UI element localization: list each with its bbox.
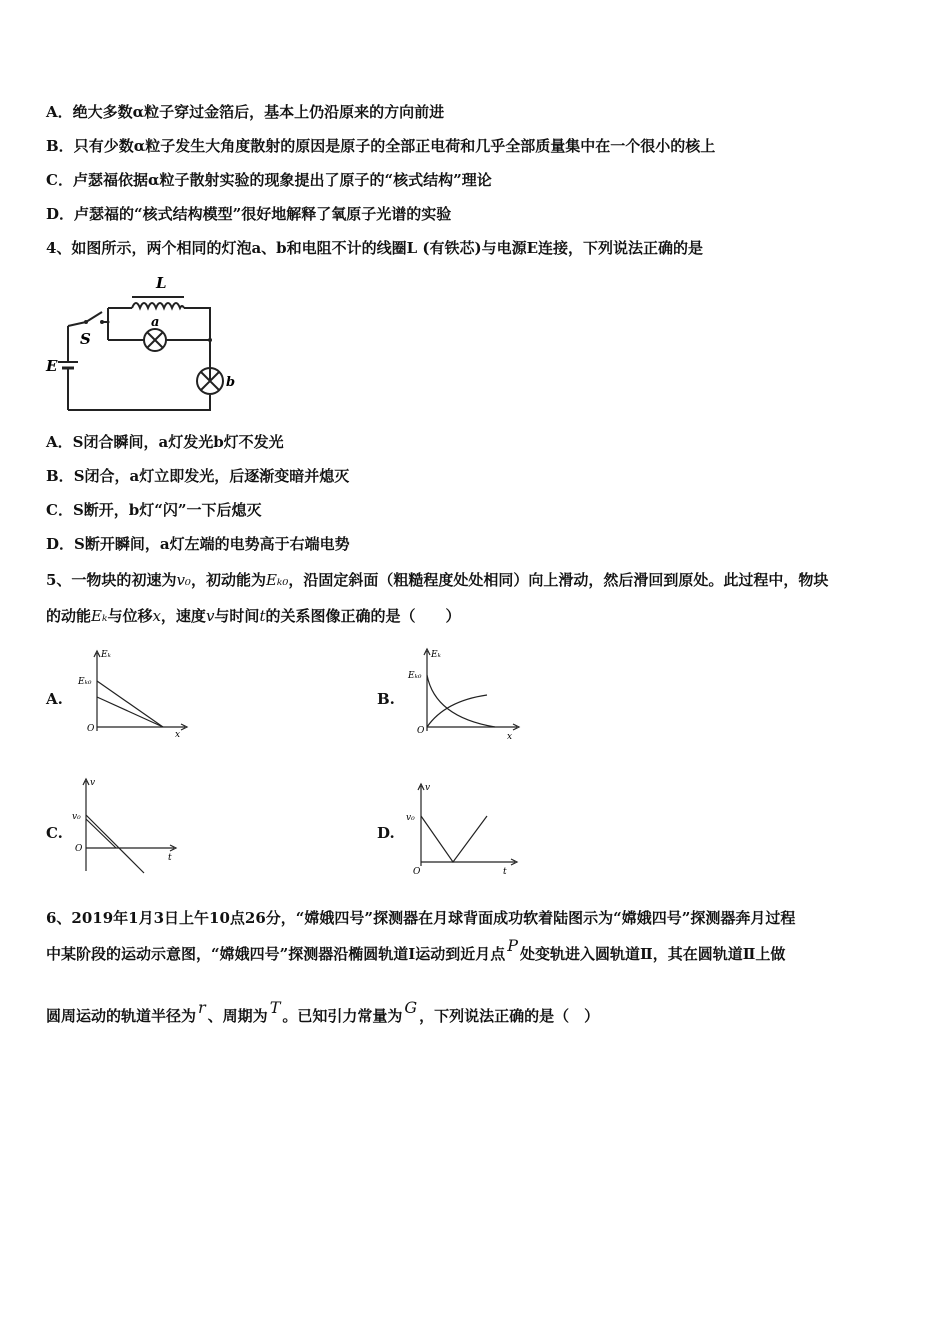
q5-stem-line2: 的动能Eₖ与位移x，速度v与时间t的关系图像正确的是（ ） (46, 607, 461, 625)
switch-contact (100, 320, 104, 324)
graph-a-y0label: Eₖ₀ (78, 677, 92, 687)
switch-pivot (84, 320, 88, 324)
q5-graph-b-label: B. (377, 690, 395, 708)
q5-graph-a-label: A. (46, 690, 63, 708)
q3-option-a: A．绝大多数α粒子穿过金箔后，基本上仍沿原来的方向前进 (46, 103, 445, 121)
q4-option-b: B．S闭合，a灯立即发光，后逐渐变暗并熄灭 (46, 467, 350, 485)
lamp-a-label: a (151, 315, 160, 330)
graph-b-origin: O (417, 726, 425, 736)
switch-label: S (80, 330, 91, 348)
q4-option-c: C．S断开，b灯“闪”一下后熄灭 (46, 501, 262, 519)
graph-b-y0label: Eₖ₀ (408, 671, 422, 681)
q5-graph-c-label: C. (46, 824, 63, 842)
q3-option-c: C．卢瑟福依据α粒子散射实验的现象提出了原子的“核式结构”理论 (46, 171, 492, 189)
q5-graph-d (403, 780, 523, 880)
graph-a-xlabel: x (175, 730, 181, 740)
graph-d-origin: O (413, 867, 421, 877)
graph-b-ylabel: Eₖ (431, 650, 441, 660)
q4-stem: 4、如图所示，两个相同的灯泡a、b和电阻不计的线圈L (有铁芯)与电源E连接，下列说法正确的是 (46, 239, 704, 257)
lamp-b-label: b (226, 375, 236, 390)
q3-option-d: D．卢瑟福的“核式结构模型”很好地解释了氧原子光谱的实验 (46, 205, 452, 223)
graph-c-xlabel: t (168, 853, 172, 863)
graph-a-ylabel: Eₖ (101, 650, 111, 660)
q5-graph-d-label: D. (377, 824, 395, 842)
graph-c-origin: O (75, 844, 83, 854)
q5-stem-line1: 5、一物块的初速为v₀，初动能为Eₖ₀，沿固定斜面（粗糙程度处处相同）向上滑动，然后滑回到原处。此过程中，物块 (46, 571, 829, 589)
graph-c-y0label: v₀ (72, 812, 81, 822)
graph-d-y0label: v₀ (406, 813, 415, 823)
q5-graph-a (75, 645, 190, 740)
graph-b-xlabel: x (507, 732, 513, 740)
graph-d-xlabel: t (503, 867, 507, 877)
graph-a-origin: O (87, 724, 95, 734)
q6-line2: 中某阶段的运动示意图，“嫦娥四号”探测器沿椭圆轨道Ⅰ运动到近月点 P 处变轨进入圆轨道Ⅱ，其在圆轨道Ⅱ上做 (46, 936, 786, 963)
q6-line1: 6、2019年1月3日上午10点26分，“嫦娥四号”探测器在月球背面成功软着陆图示为“嫦娥四号”探测器奔月过程 (46, 909, 796, 927)
q4-option-a: A．S闭合瞬间，a灯发光b灯不发光 (46, 433, 284, 451)
source-label: E (46, 357, 58, 375)
q3-option-b: B．只有少数α粒子发生大角度散射的原因是原子的全部正电荷和几乎全部质量集中在一个很小的核上 (46, 137, 716, 155)
q4-option-d: D．S断开瞬间，a灯左端的电势高于右端电势 (46, 535, 350, 553)
q4-circuit-diagram (40, 268, 250, 418)
q5-graph-c (70, 775, 185, 875)
graph-c-ylabel: v (90, 778, 96, 788)
inductor-label: L (156, 274, 167, 292)
graph-d-ylabel: v (425, 783, 431, 793)
q5-graph-b (405, 645, 525, 740)
q6-line3: 圆周运动的轨道半径为 r 、周期为 T 。已知引力常量为 G ，下列说法正确的是（ ） (46, 998, 600, 1025)
